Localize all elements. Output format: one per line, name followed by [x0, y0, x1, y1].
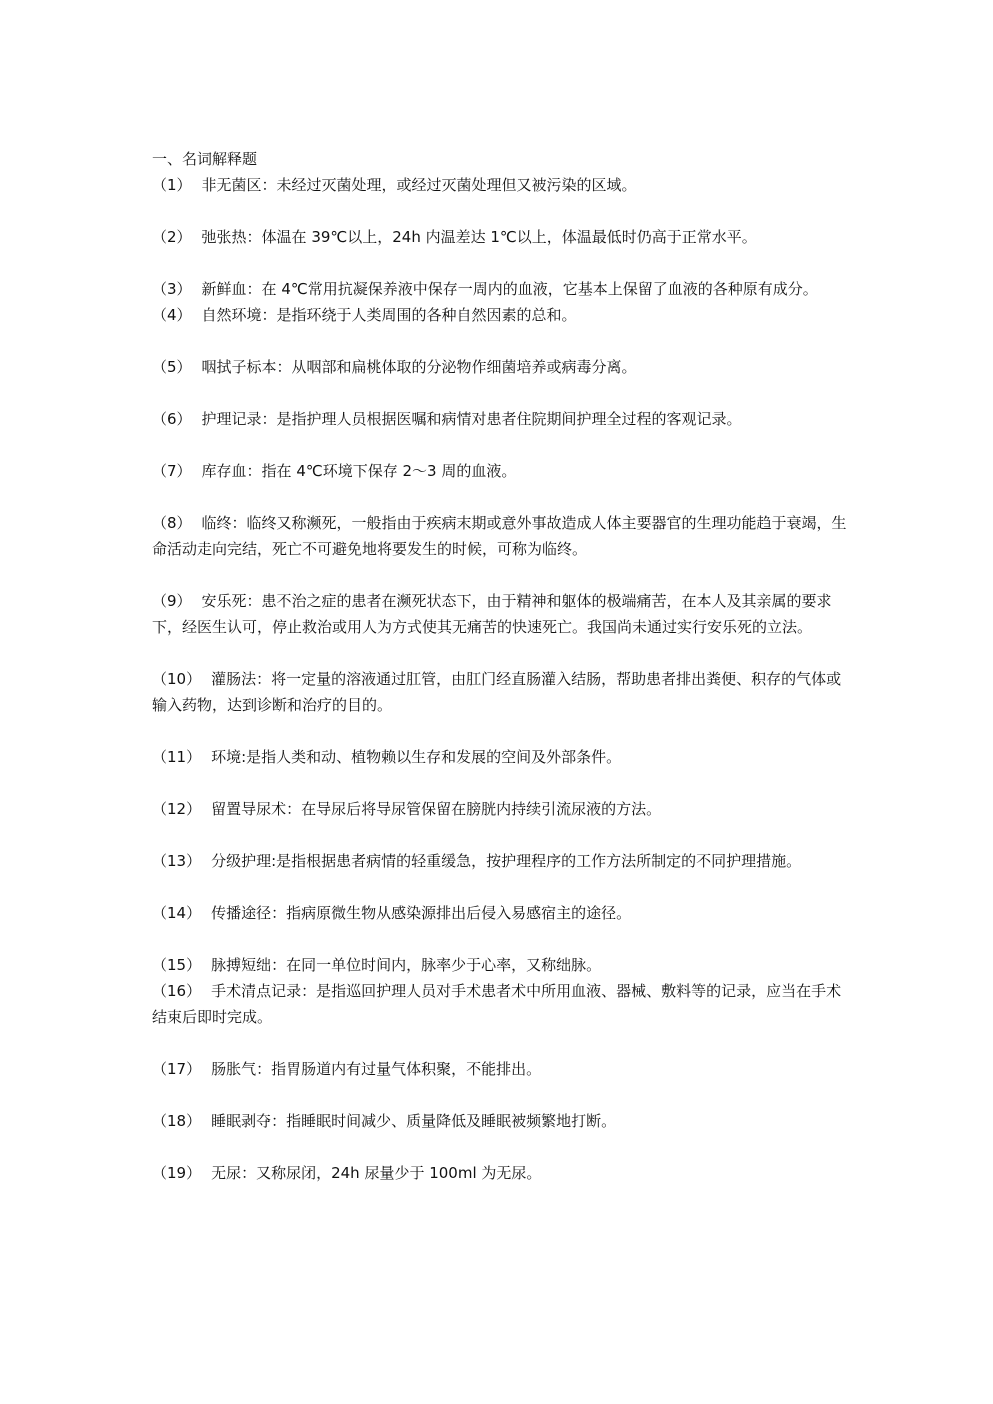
item-text: 灌肠法：将一定量的溶液通过肛管，由肛门经直肠灌入结肠，帮助患者排出粪便、积存的气体或输入药物，达到诊断和治疗的目的。	[152, 670, 842, 714]
item-text: 无尿：又称尿闭，24h 尿量少于 100ml 为无尿。	[211, 1164, 542, 1182]
item-text: 肠胀气：指胃肠道内有过量气体积聚，不能排出。	[211, 1060, 542, 1078]
item-number: （16）	[152, 982, 202, 1000]
item-text: 新鲜血：在 4℃常用抗凝保养液中保存一周内的血液，它基本上保留了血液的各种原有成分。	[201, 280, 818, 298]
item-text: 咽拭子标本：从咽部和扁桃体取的分泌物作细菌培养或病毒分离。	[201, 358, 637, 376]
item-number: （3）	[152, 280, 192, 298]
definition-item	[152, 1108, 852, 1134]
item-text: 临终：临终又称濒死，一般指由于疾病末期或意外事故造成人体主要器官的生理功能趋于衰竭，生命活动走向完结，死亡不可避免地将要发生的时候，可称为临终。	[152, 514, 847, 558]
item-text: 手术清点记录：是指巡回护理人员对手术患者术中所用血液、器械、敷料等的记录，应当在手术结束后即时完成。	[152, 982, 842, 1026]
item-text: 脉搏短绌：在同一单位时间内，脉率少于心率，又称绌脉。	[211, 956, 602, 974]
item-number: （10）	[152, 670, 202, 688]
item-number: （13）	[152, 852, 202, 870]
item-number: （11）	[152, 748, 202, 766]
definition-item	[152, 978, 852, 1030]
item-text: 安乐死：患不治之症的患者在濒死状态下，由于精神和躯体的极端痛苦，在本人及其亲属的要求下，经医生认可，停止救治或用人为方式使其无痛苦的快速死亡。我国尚未通过实行安乐死的立法。	[152, 592, 832, 636]
definition-item	[152, 510, 852, 562]
definition-item	[152, 276, 852, 302]
item-text: 传播途径：指病原微生物从感染源排出后侵入易感宿主的途径。	[211, 904, 632, 922]
item-text: 分级护理:是指根据患者病情的轻重缓急，按护理程序的工作方法所制定的不同护理措施。	[211, 852, 802, 870]
definition-item	[152, 588, 852, 640]
item-text: 留置导尿术：在导尿后将导尿管保留在膀胱内持续引流尿液的方法。	[211, 800, 662, 818]
item-number: （15）	[152, 956, 202, 974]
item-text: 库存血：指在 4℃环境下保存 2～3 周的血液。	[201, 462, 517, 480]
item-text: 环境:是指人类和动、植物赖以生存和发展的空间及外部条件。	[211, 748, 622, 766]
item-number: （9）	[152, 592, 192, 610]
item-number: （17）	[152, 1060, 202, 1078]
item-number: （1）	[152, 176, 192, 194]
definition-item	[152, 354, 852, 380]
item-text: 睡眠剥夺：指睡眠时间减少、质量降低及睡眠被频繁地打断。	[211, 1112, 617, 1130]
definition-item	[152, 900, 852, 926]
document-body	[152, 146, 852, 1212]
definition-item	[152, 952, 852, 978]
definition-item	[152, 406, 852, 432]
item-text: 护理记录：是指护理人员根据医嘱和病情对患者住院期间护理全过程的客观记录。	[201, 410, 742, 428]
section-title: 一、名词解释题	[152, 150, 258, 168]
item-number: （8）	[152, 514, 192, 532]
item-text: 弛张热：体温在 39℃以上，24h 内温差达 1℃以上，体温最低时仍高于正常水平。	[201, 228, 757, 246]
definition-item	[152, 302, 852, 328]
definition-item	[152, 796, 852, 822]
definition-item	[152, 1056, 852, 1082]
definition-item	[152, 666, 852, 718]
definition-item	[152, 848, 852, 874]
item-number: （4）	[152, 306, 192, 324]
item-number: （6）	[152, 410, 192, 428]
item-number: （5）	[152, 358, 192, 376]
definition-item	[152, 172, 852, 198]
definition-item	[152, 1160, 852, 1186]
item-number: （19）	[152, 1164, 202, 1182]
definition-item	[152, 224, 852, 250]
item-text: 自然环境：是指环绕于人类周围的各种自然因素的总和。	[201, 306, 577, 324]
item-text: 非无菌区：未经过灭菌处理，或经过灭菌处理但又被污染的区域。	[201, 176, 637, 194]
item-number: （14）	[152, 904, 202, 922]
definition-item	[152, 744, 852, 770]
item-number: （18）	[152, 1112, 202, 1130]
item-number: （7）	[152, 462, 192, 480]
item-number: （2）	[152, 228, 192, 246]
item-number: （12）	[152, 800, 202, 818]
definition-item	[152, 458, 852, 484]
